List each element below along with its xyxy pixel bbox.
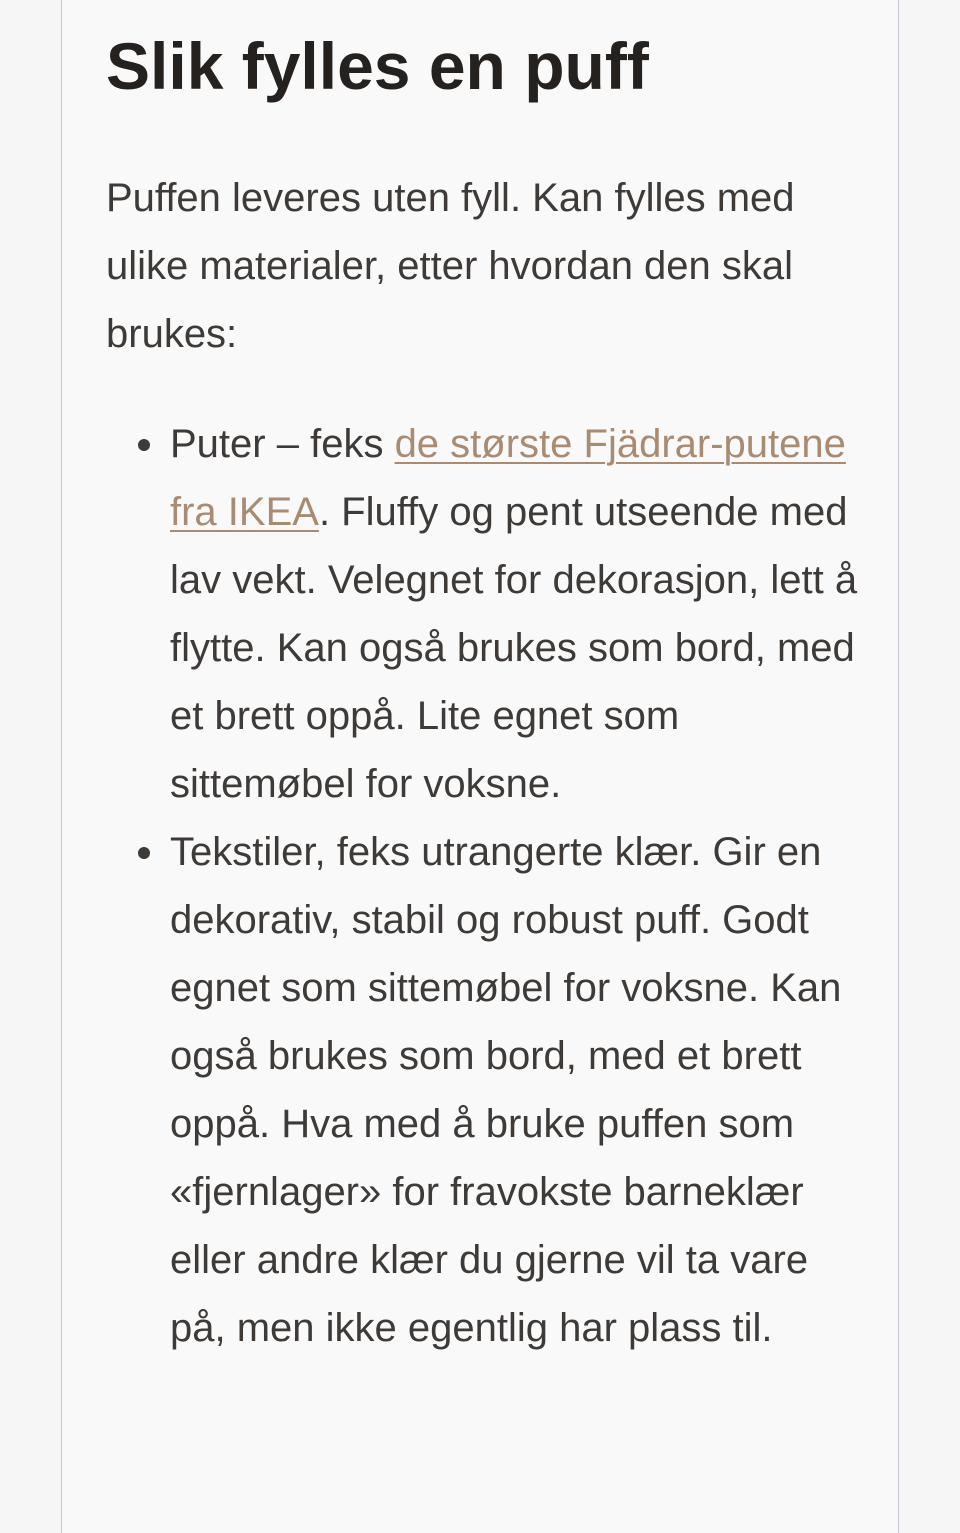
list-item-prefix: Puter – feks <box>170 422 395 466</box>
intro-paragraph: Puffen leveres uten fyll. Kan fylles med ulike materialer, etter hvordan den skal brukes: <box>106 176 795 356</box>
ikea-fjadrar-link[interactable]: de største Fjädrar-putene fra IKEA <box>170 422 846 534</box>
page-title: Slik fylles en puff <box>106 29 649 103</box>
filling-options-list <box>106 410 866 1362</box>
article-card <box>61 0 899 1533</box>
bullet-icon <box>138 439 150 451</box>
list-item-text: Tekstiler, feks utrangerte klær. Gir en dekorativ, stabil og robust puff. Godt egnet som sittemøbel for voksne. Kan også brukes som bord, med et brett oppå. Hva med å bruke puffen som «fjernlager» for fravokste barneklær eller andre klær du gjerne vil ta vare på, men ikke egentlig har plass til. <box>170 830 842 1350</box>
bullet-icon <box>138 847 150 859</box>
list-item-suffix: . Fluffy og pent utseende med lav vekt. Velegnet for dekorasjon, lett å flytte. Kan også brukes som bord, med et brett oppå. Lite egnet som sittemøbel for voksne. <box>170 490 858 806</box>
list-item <box>106 818 866 1362</box>
list-item <box>106 410 866 818</box>
